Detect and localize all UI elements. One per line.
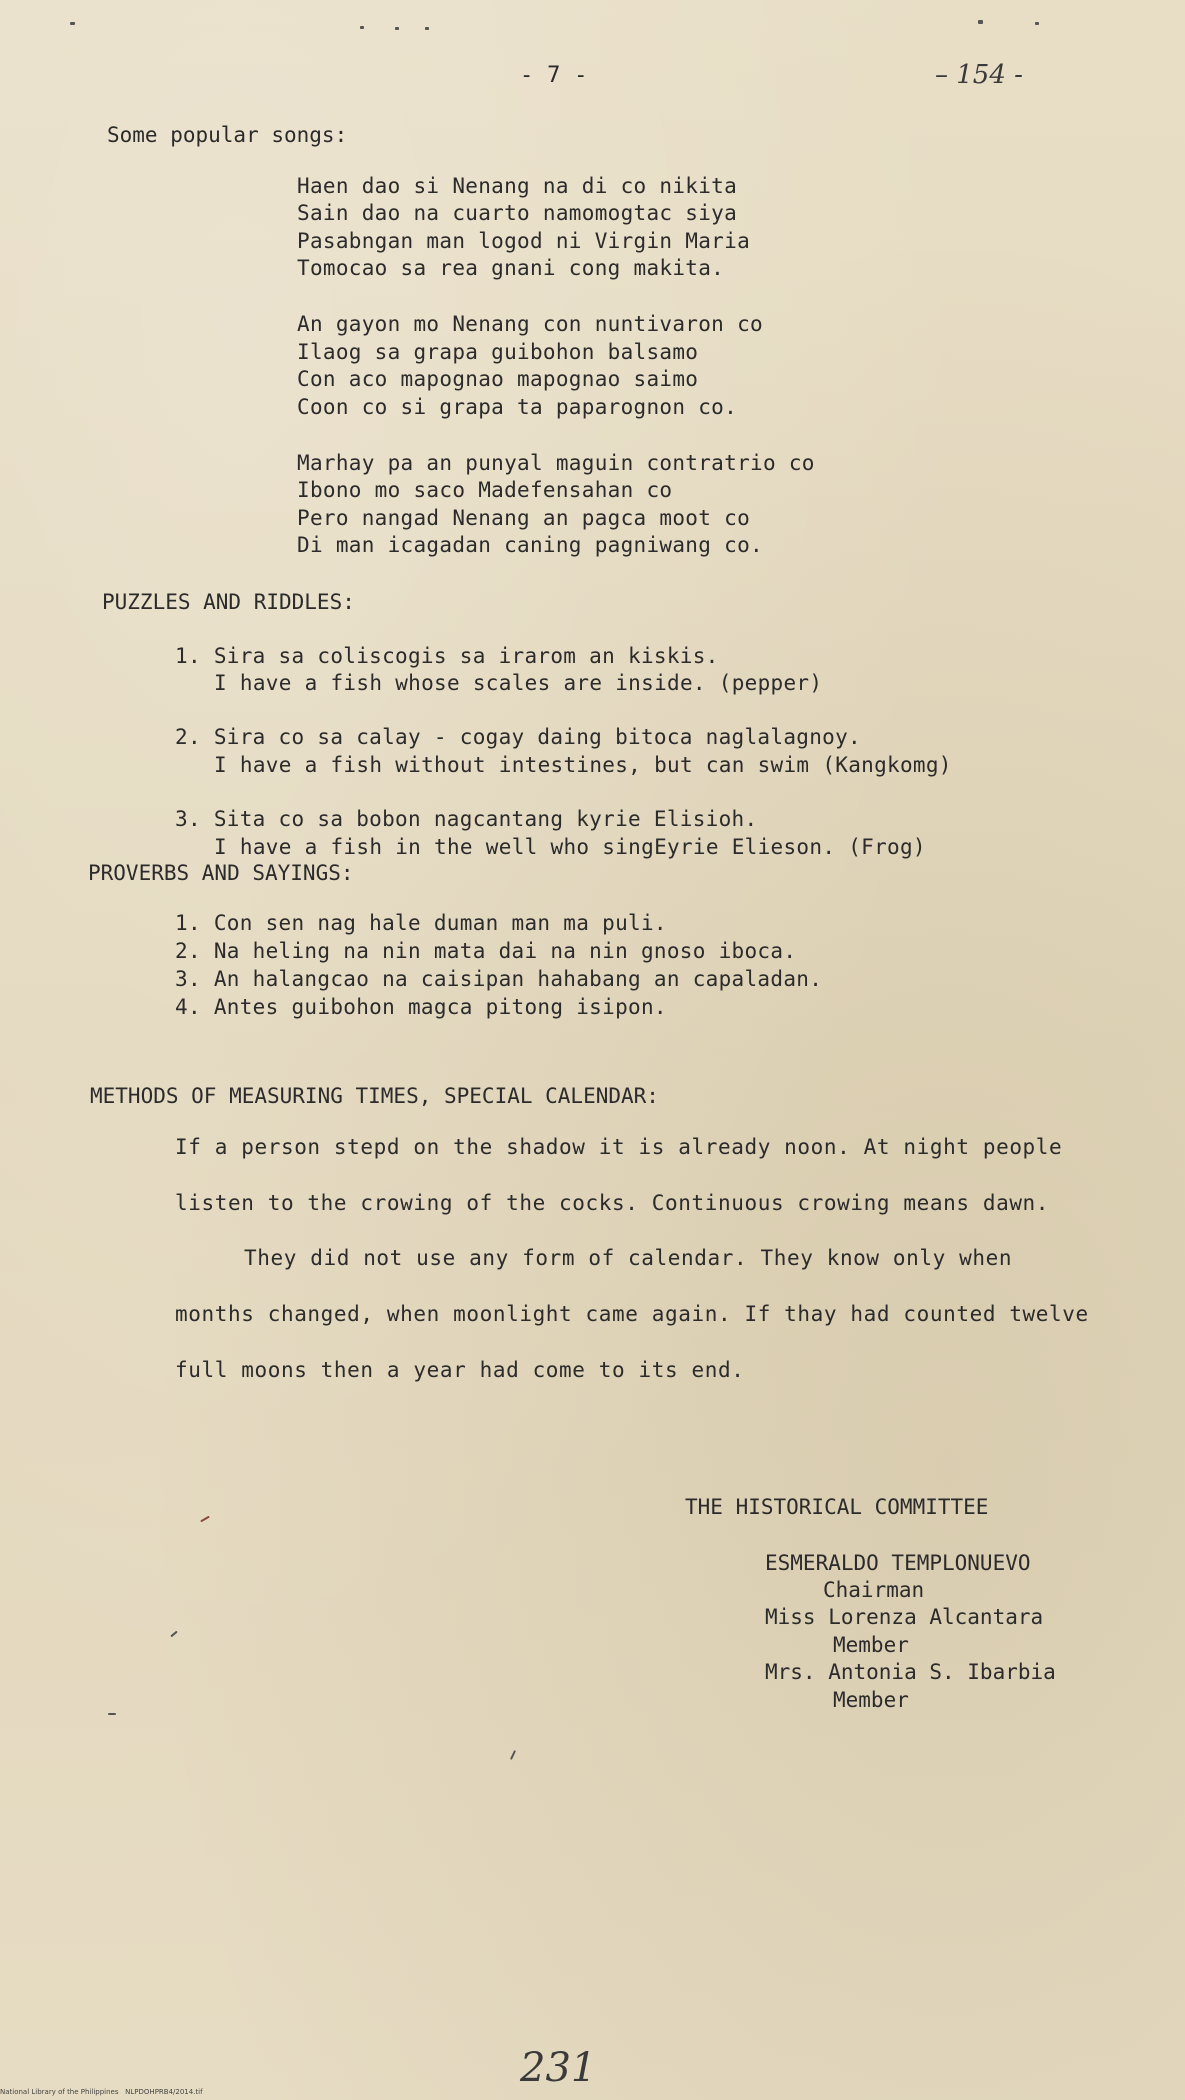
stray-mark bbox=[108, 1713, 116, 1715]
handwritten-page-number: – 154 - bbox=[935, 60, 1023, 90]
measuring-paragraph-line: If a person stepd on the shadow it is already noon. At night people bbox=[175, 1135, 1063, 1159]
speck bbox=[395, 27, 399, 30]
riddle-item: 2. Sira co sa calay - cogay daing bitoca naglalagnoy. bbox=[175, 725, 861, 749]
page-number: - 7 - bbox=[520, 63, 588, 88]
committee-member-role: Member bbox=[833, 1688, 909, 1712]
stray-mark bbox=[200, 1516, 210, 1523]
riddle-translation: I have a fish in the well who singEyrie Elieson. (Frog) bbox=[214, 835, 926, 859]
measuring-paragraph-line: They did not use any form of calendar. They know only when bbox=[244, 1246, 1013, 1270]
songs-heading: Some popular songs: bbox=[107, 123, 348, 147]
speck bbox=[978, 20, 983, 24]
stray-mark bbox=[170, 1631, 177, 1638]
measuring-paragraph-line: listen to the crowing of the cocks. Continuous crowing means dawn. bbox=[175, 1191, 1050, 1215]
proverbs-heading: PROVERBS AND SAYINGS: bbox=[88, 861, 354, 885]
riddle-item: 3. Sita co sa bobon nagcantang kyrie Elisioh. bbox=[175, 807, 758, 831]
song-line: Di man icagadan caning pagniwang co. bbox=[297, 533, 763, 557]
song-line: Tomocao sa rea gnani cong makita. bbox=[297, 256, 725, 280]
song-line: Ilaog sa grapa guibohon balsamo bbox=[297, 340, 699, 364]
riddle-translation: I have a fish without intestines, but can swim (Kangkomg) bbox=[214, 753, 952, 777]
committee-title: THE HISTORICAL COMMITTEE bbox=[685, 1495, 989, 1519]
measuring-paragraph-line: full moons then a year had come to its end. bbox=[175, 1358, 745, 1382]
proverb-item: 1. Con sen nag hale duman man ma puli. bbox=[175, 911, 667, 935]
song-line: Pasabngan man logod ni Virgin Maria bbox=[297, 229, 751, 253]
committee-member-name: Mrs. Antonia S. Ibarbia bbox=[765, 1660, 1056, 1684]
measuring-heading: METHODS OF MEASURING TIMES, SPECIAL CALENDAR: bbox=[90, 1084, 659, 1108]
proverb-item: 3. An halangcao na caisipan hahabang an capaladan. bbox=[175, 967, 823, 991]
committee-member-name: ESMERALDO TEMPLONUEVO bbox=[765, 1551, 1031, 1575]
song-line: An gayon mo Nenang con nuntivaron co bbox=[297, 312, 763, 336]
stray-mark bbox=[510, 1750, 516, 1760]
song-line: Coon co si grapa ta paparognon co. bbox=[297, 395, 738, 419]
archive-footer: National Library of the Philippines NLPDOHPRB4/2014.tif bbox=[0, 2088, 203, 2096]
song-line: Haen dao si Nenang na di co nikita bbox=[297, 174, 738, 198]
proverb-item: 2. Na heling na nin mata dai na nin gnoso iboca. bbox=[175, 939, 797, 963]
handwritten-number: 231 bbox=[520, 2045, 597, 2091]
riddles-heading: PUZZLES AND RIDDLES: bbox=[102, 590, 355, 614]
song-line: Pero nangad Nenang an pagca moot co bbox=[297, 506, 751, 530]
measuring-paragraph-line: months changed, when moonlight came again. If thay had counted twelve bbox=[175, 1302, 1089, 1326]
speck bbox=[70, 22, 75, 25]
speck bbox=[425, 27, 429, 30]
committee-member-role: Chairman bbox=[823, 1578, 925, 1602]
committee-member-name: Miss Lorenza Alcantara bbox=[765, 1605, 1044, 1629]
song-line: Ibono mo saco Madefensahan co bbox=[297, 478, 673, 502]
song-line: Con aco mapognao mapognao saimo bbox=[297, 367, 699, 391]
proverb-item: 4. Antes guibohon magca pitong isipon. bbox=[175, 995, 667, 1019]
riddle-translation: I have a fish whose scales are inside. (pepper) bbox=[214, 671, 823, 695]
song-line: Sain dao na cuarto namomogtac siya bbox=[297, 201, 738, 225]
speck bbox=[360, 26, 364, 29]
speck bbox=[1035, 22, 1039, 25]
riddle-item: 1. Sira sa coliscogis sa irarom an kiskis. bbox=[175, 644, 719, 668]
committee-member-role: Member bbox=[833, 1633, 909, 1657]
song-line: Marhay pa an punyal maguin contratrio co bbox=[297, 451, 815, 475]
